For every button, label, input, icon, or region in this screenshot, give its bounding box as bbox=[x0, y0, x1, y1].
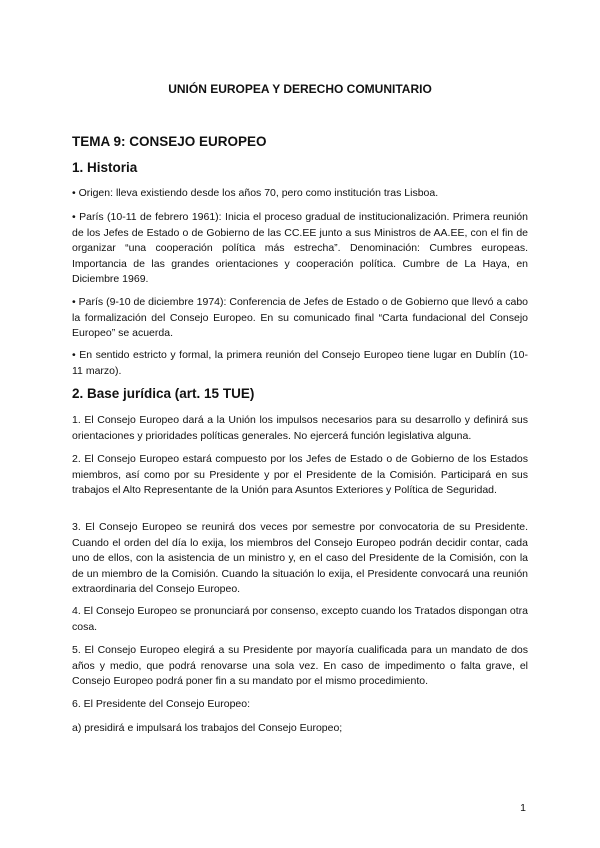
paragraph: • París (9-10 de diciembre 1974): Conferencia de Jefes de Estado o de Gobierno que llevó a cabo la formalización del Consejo Europeo. En su comunicado final “Carta fundacional del Consejo Europeo” se acuerda. bbox=[72, 296, 528, 339]
paragraph: 5. El Consejo Europeo elegirá a su Presidente por mayoría cualificada para un mandato de dos años y medio, que podrá renovarse una sola vez. En caso de impedimento o falta grave, el Consejo Europeo podrá poner fin a su mandato por el mismo procedimiento. bbox=[72, 644, 528, 687]
paragraph: 3. El Consejo Europeo se reunirá dos veces por semestre por convocatoria de su Presidente. Cuando el orden del día lo exija, los miembros del Consejo Europeo podrán decidir contar, cada uno de ellos, con la asistencia de un ministro y, en el caso del Presidente de la Comisión, con la de un miembro de la Comisión. Cuando la situación lo exija, el Presidente convocará una reunión extraordinaria del Consejo Europeo. bbox=[72, 521, 528, 595]
paragraph: 6. El Presidente del Consejo Europeo: bbox=[72, 698, 251, 710]
section-heading-base-juridica: 2. Base jurídica (art. 15 TUE) bbox=[72, 386, 255, 401]
page-number: 1 bbox=[520, 802, 526, 814]
paragraph: 1. El Consejo Europeo dará a la Unión los impulsos necesarios para su desarrollo y definirá sus orientaciones y prioridades políticas generales. No ejercerá función legislativa alguna. bbox=[72, 414, 528, 442]
paragraph: • Origen: lleva existiendo desde los años 70, pero como institución tras Lisboa. bbox=[72, 187, 439, 199]
paragraph: • En sentido estricto y formal, la primera reunión del Consejo Europeo tiene lugar en Dublín (10-11 marzo). bbox=[72, 349, 528, 377]
tema-heading: TEMA 9: CONSEJO EUROPEO bbox=[72, 134, 267, 149]
paragraph: a) presidirá e impulsará los trabajos del Consejo Europeo; bbox=[72, 722, 343, 734]
paragraph: 4. El Consejo Europeo se pronunciará por consenso, excepto cuando los Tratados dispongan otra cosa. bbox=[72, 605, 528, 633]
section-heading-historia: 1. Historia bbox=[72, 160, 138, 175]
paragraph: • París (10-11 de febrero 1961): Inicia el proceso gradual de institucionalización. Primera reunión de los Jefes de Estado o de Gobierno de las CC.EE junto a sus Ministros de AA.EE, con el fin de organizar “una cooperación política más estrecha”. Denominación: Cumbres europeas. Importancia de las grandes orientaciones y cooperación política. Cumbre de La Haya, en Diciembre 1969. bbox=[72, 211, 528, 285]
document-title: UNIÓN EUROPEA Y DERECHO COMUNITARIO bbox=[168, 82, 432, 96]
paragraph: 2. El Consejo Europeo estará compuesto por los Jefes de Estado o de Gobierno de los Estados miembros, así como por su Presidente y por el Presidente de la Comisión. Participará en sus trabajos el Alto Representante de la Unión para Asuntos Exteriores y Política de Seguridad. bbox=[72, 453, 528, 496]
